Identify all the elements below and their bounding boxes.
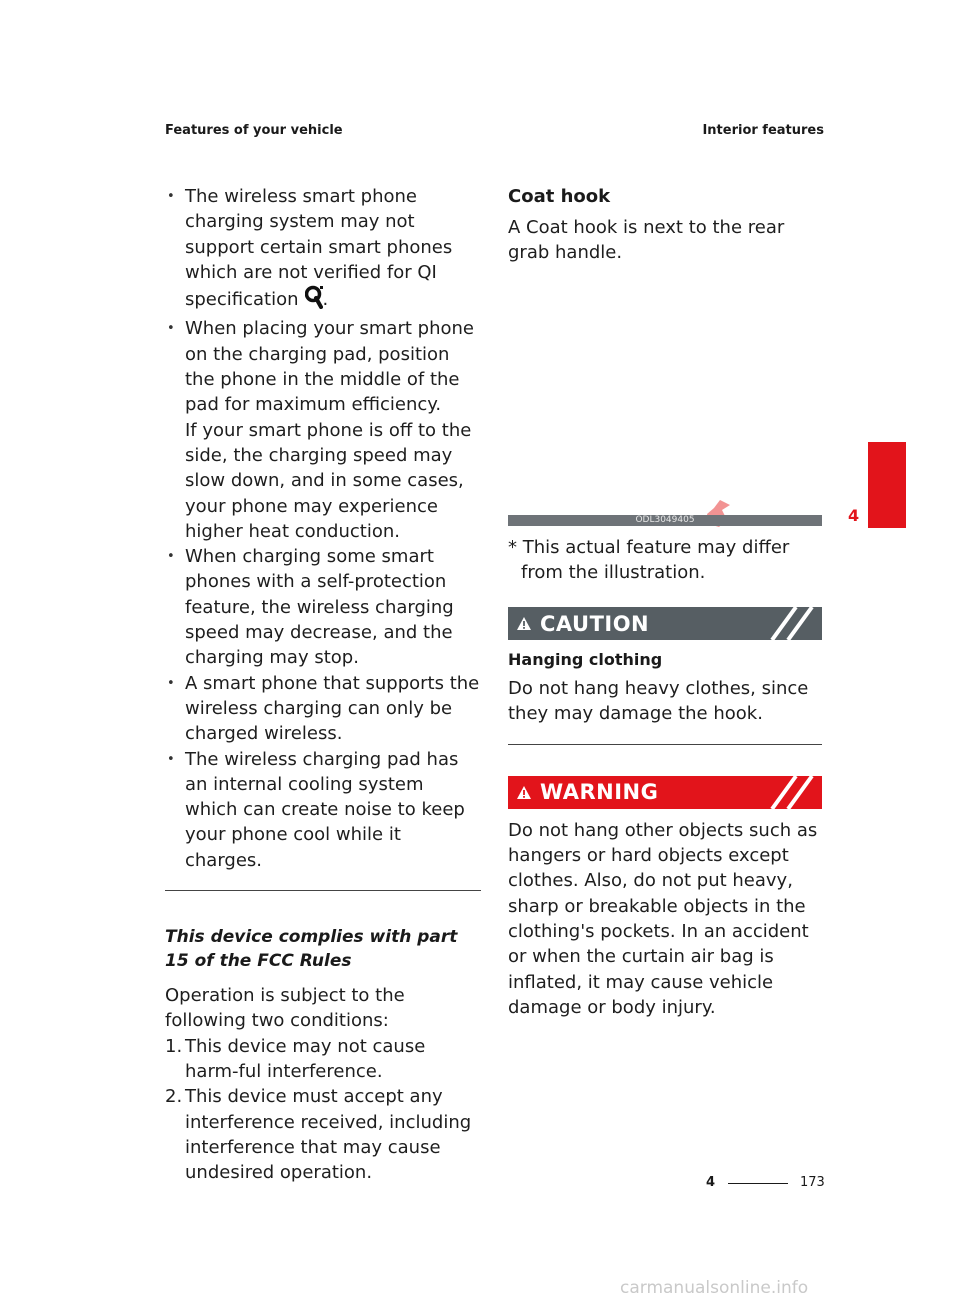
fcc-conditions-list <box>165 1034 481 1186</box>
coat-hook-figure <box>508 280 822 526</box>
list-item <box>165 316 481 544</box>
banner-slashes <box>762 607 822 640</box>
list-item-text: This device may not cause harm-ful interference. <box>185 1035 426 1082</box>
list-item <box>165 544 481 670</box>
running-header-left: Features of your vehicle <box>165 123 343 138</box>
coat-hook-text: A Coat hook is next to the rear grab handle. <box>508 217 785 264</box>
chapter-tab-number: 4 <box>848 506 860 525</box>
coat-hook-title: Coat hook <box>508 186 611 207</box>
caution-subtitle: Hanging clothing <box>508 650 663 670</box>
page-number: 173 <box>800 1175 825 1190</box>
caution-label: CAUTION <box>540 611 650 636</box>
list-item-text: A smart phone that supports the wireless charging can only be charged wireless. <box>185 672 480 745</box>
list-item <box>165 1034 481 1085</box>
section-divider <box>508 744 822 745</box>
list-item-suffix: . <box>322 289 329 311</box>
caution-text: Do not hang heavy clothes, since they may damage the hook. <box>508 678 809 725</box>
charging-notes-list <box>165 184 481 873</box>
warning-label: WARNING <box>540 780 659 805</box>
figure-note: * This actual feature may differ from the illustration. <box>508 536 790 583</box>
left-column <box>165 184 481 1185</box>
list-item-text: When charging some smart phones with a self-protection feature, the wireless charging speed may decrease, and the charging may stop. <box>185 546 454 669</box>
figure-code: ODL3049405 <box>508 515 822 526</box>
caution-banner <box>508 607 822 640</box>
list-item <box>165 747 481 873</box>
list-item <box>165 671 481 747</box>
list-item <box>165 184 481 316</box>
running-header-right: Interior features <box>702 123 824 138</box>
qi-icon <box>305 285 323 316</box>
list-item-number: 1. <box>165 1035 183 1057</box>
fcc-title: This device complies with part 15 of the FCC Rules <box>165 927 458 972</box>
list-item <box>165 1084 481 1185</box>
list-item-extra-text: If your smart phone is off to the side, the charging speed may slow down, and in some cases, your phone may experience higher heat conduction. <box>185 419 472 542</box>
footer-chapter: 4 <box>706 1175 716 1190</box>
list-item-number: 2. <box>165 1086 183 1108</box>
list-item-text: When placing your smart phone on the charging pad, position the phone in the middle of the pad for maximum efficiency. <box>185 318 474 416</box>
section-divider <box>165 890 481 891</box>
list-item-text: The wireless charging pad has an internal cooling system which can create noise to keep your phone cool while it charges. <box>185 748 465 871</box>
fcc-intro: Operation is subject to the following two conditions: <box>165 985 405 1032</box>
list-item-text: This device must accept any interference received, including interference that may cause undesired operation. <box>185 1086 472 1184</box>
right-column <box>508 184 824 1020</box>
warning-banner <box>508 776 822 809</box>
watermark: carmanualsonline.info <box>620 1278 809 1298</box>
warning-text: Do not hang other objects such as hangers or hard objects except clothes. Also, do not put heavy, sharp or breakable objects in the clothing's pockets. In an accident or when the curtain air bag is inflated, it may cause vehicle damage or body injury. <box>508 819 818 1018</box>
footer-divider <box>728 1183 788 1184</box>
banner-slashes <box>762 776 822 809</box>
list-item-text: The wireless smart phone charging system may not support certain smart phones which are not verified for QI specification <box>185 186 453 311</box>
warning-triangle-icon <box>516 785 532 800</box>
chapter-side-tab <box>868 442 906 528</box>
warning-triangle-icon <box>516 616 532 631</box>
